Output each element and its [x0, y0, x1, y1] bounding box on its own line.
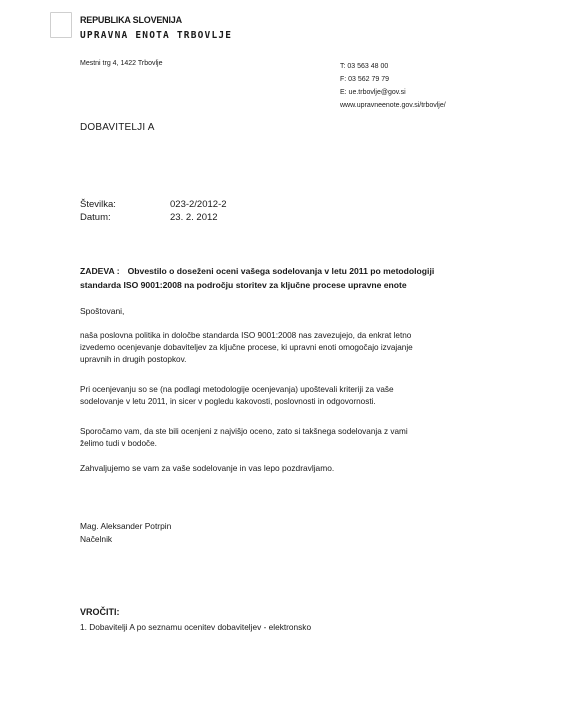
paragraph-line: upravnih in drugih postopkov. — [80, 355, 187, 364]
paragraph-line: izvedemo ocenjevanje dobaviteljev za ključne procese, ki upravni enoti omogočajo izvajanje — [80, 343, 413, 352]
reference-number-value: 023-2/2012-2 — [170, 199, 227, 210]
subject-block — [80, 264, 510, 292]
signer-title: Načelnik — [80, 534, 113, 544]
greeting: Spoštovani, — [80, 306, 125, 316]
org-contacts — [340, 60, 446, 112]
subject-text-1: Obvestilo o doseženi oceni vašega sodelovanja v letu 2011 po metodologiji — [127, 266, 435, 276]
paragraph-line: naša poslovna politika in določbe standarda ISO 9001:2008 nas zavezujejo, da enkrat letno — [80, 331, 412, 340]
org-unit: UPRAVNA ENOTA TRBOVLJE — [80, 30, 233, 41]
date-row — [80, 211, 227, 224]
paragraph-line: sodelovanje v letu 2011, in sicer v pogledu kakovosti, poslovnosti in odgovornosti. — [80, 397, 376, 406]
contact-website: www.upravneenote.gov.si/trbovlje/ — [340, 102, 446, 109]
subject-text-2: standarda ISO 9001:2008 na področju storitev za ključne procese upravne enote — [80, 280, 407, 290]
paragraph-2 — [80, 384, 510, 408]
contact-phone: T: 03 563 48 00 — [340, 63, 389, 70]
paragraph-line: Pri ocenjevanju so se (na podlagi metodologije ocenjevanja) upoštevali kriteriji za vaše — [80, 385, 394, 394]
delivery-item: 1. Dobavitelji A po seznamu ocenitev dobaviteljev - elektronsko — [80, 622, 312, 632]
org-name: REPUBLIKA SLOVENIJA — [80, 15, 182, 25]
recipient: DOBAVITELJI A — [80, 122, 155, 133]
paragraph-line: želimo tudi v bodoče. — [80, 439, 157, 448]
contact-email: E: ue.trbovlje@gov.si — [340, 89, 406, 96]
subject-line-1 — [80, 264, 510, 278]
paragraph-1 — [80, 330, 510, 366]
signature-block — [80, 520, 171, 546]
signer-name: Mag. Aleksander Potrpin — [80, 521, 172, 531]
paragraph-3 — [80, 426, 510, 450]
delivery-title: VROČITI: — [80, 607, 120, 617]
reference-block — [80, 198, 227, 224]
paragraph-4: Zahvaljujemo se vam za vaše sodelovanje in vas lepo pozdravljamo. — [80, 463, 335, 473]
date-label: Datum: — [80, 212, 111, 223]
date-value: 23. 2. 2012 — [170, 212, 218, 223]
org-address: Mestni trg 4, 1422 Trbovlje — [80, 60, 163, 67]
coat-of-arms-placeholder — [50, 12, 72, 38]
reference-number-row — [80, 198, 227, 211]
contact-fax: F: 03 562 79 79 — [340, 76, 390, 83]
reference-number-label: Številka: — [80, 199, 116, 210]
paragraph-line: Sporočamo vam, da ste bili ocenjeni z najvišjo oceno, zato si takšnega sodelovanja z vami — [80, 427, 408, 436]
subject-label: ZADEVA : — [80, 266, 120, 276]
